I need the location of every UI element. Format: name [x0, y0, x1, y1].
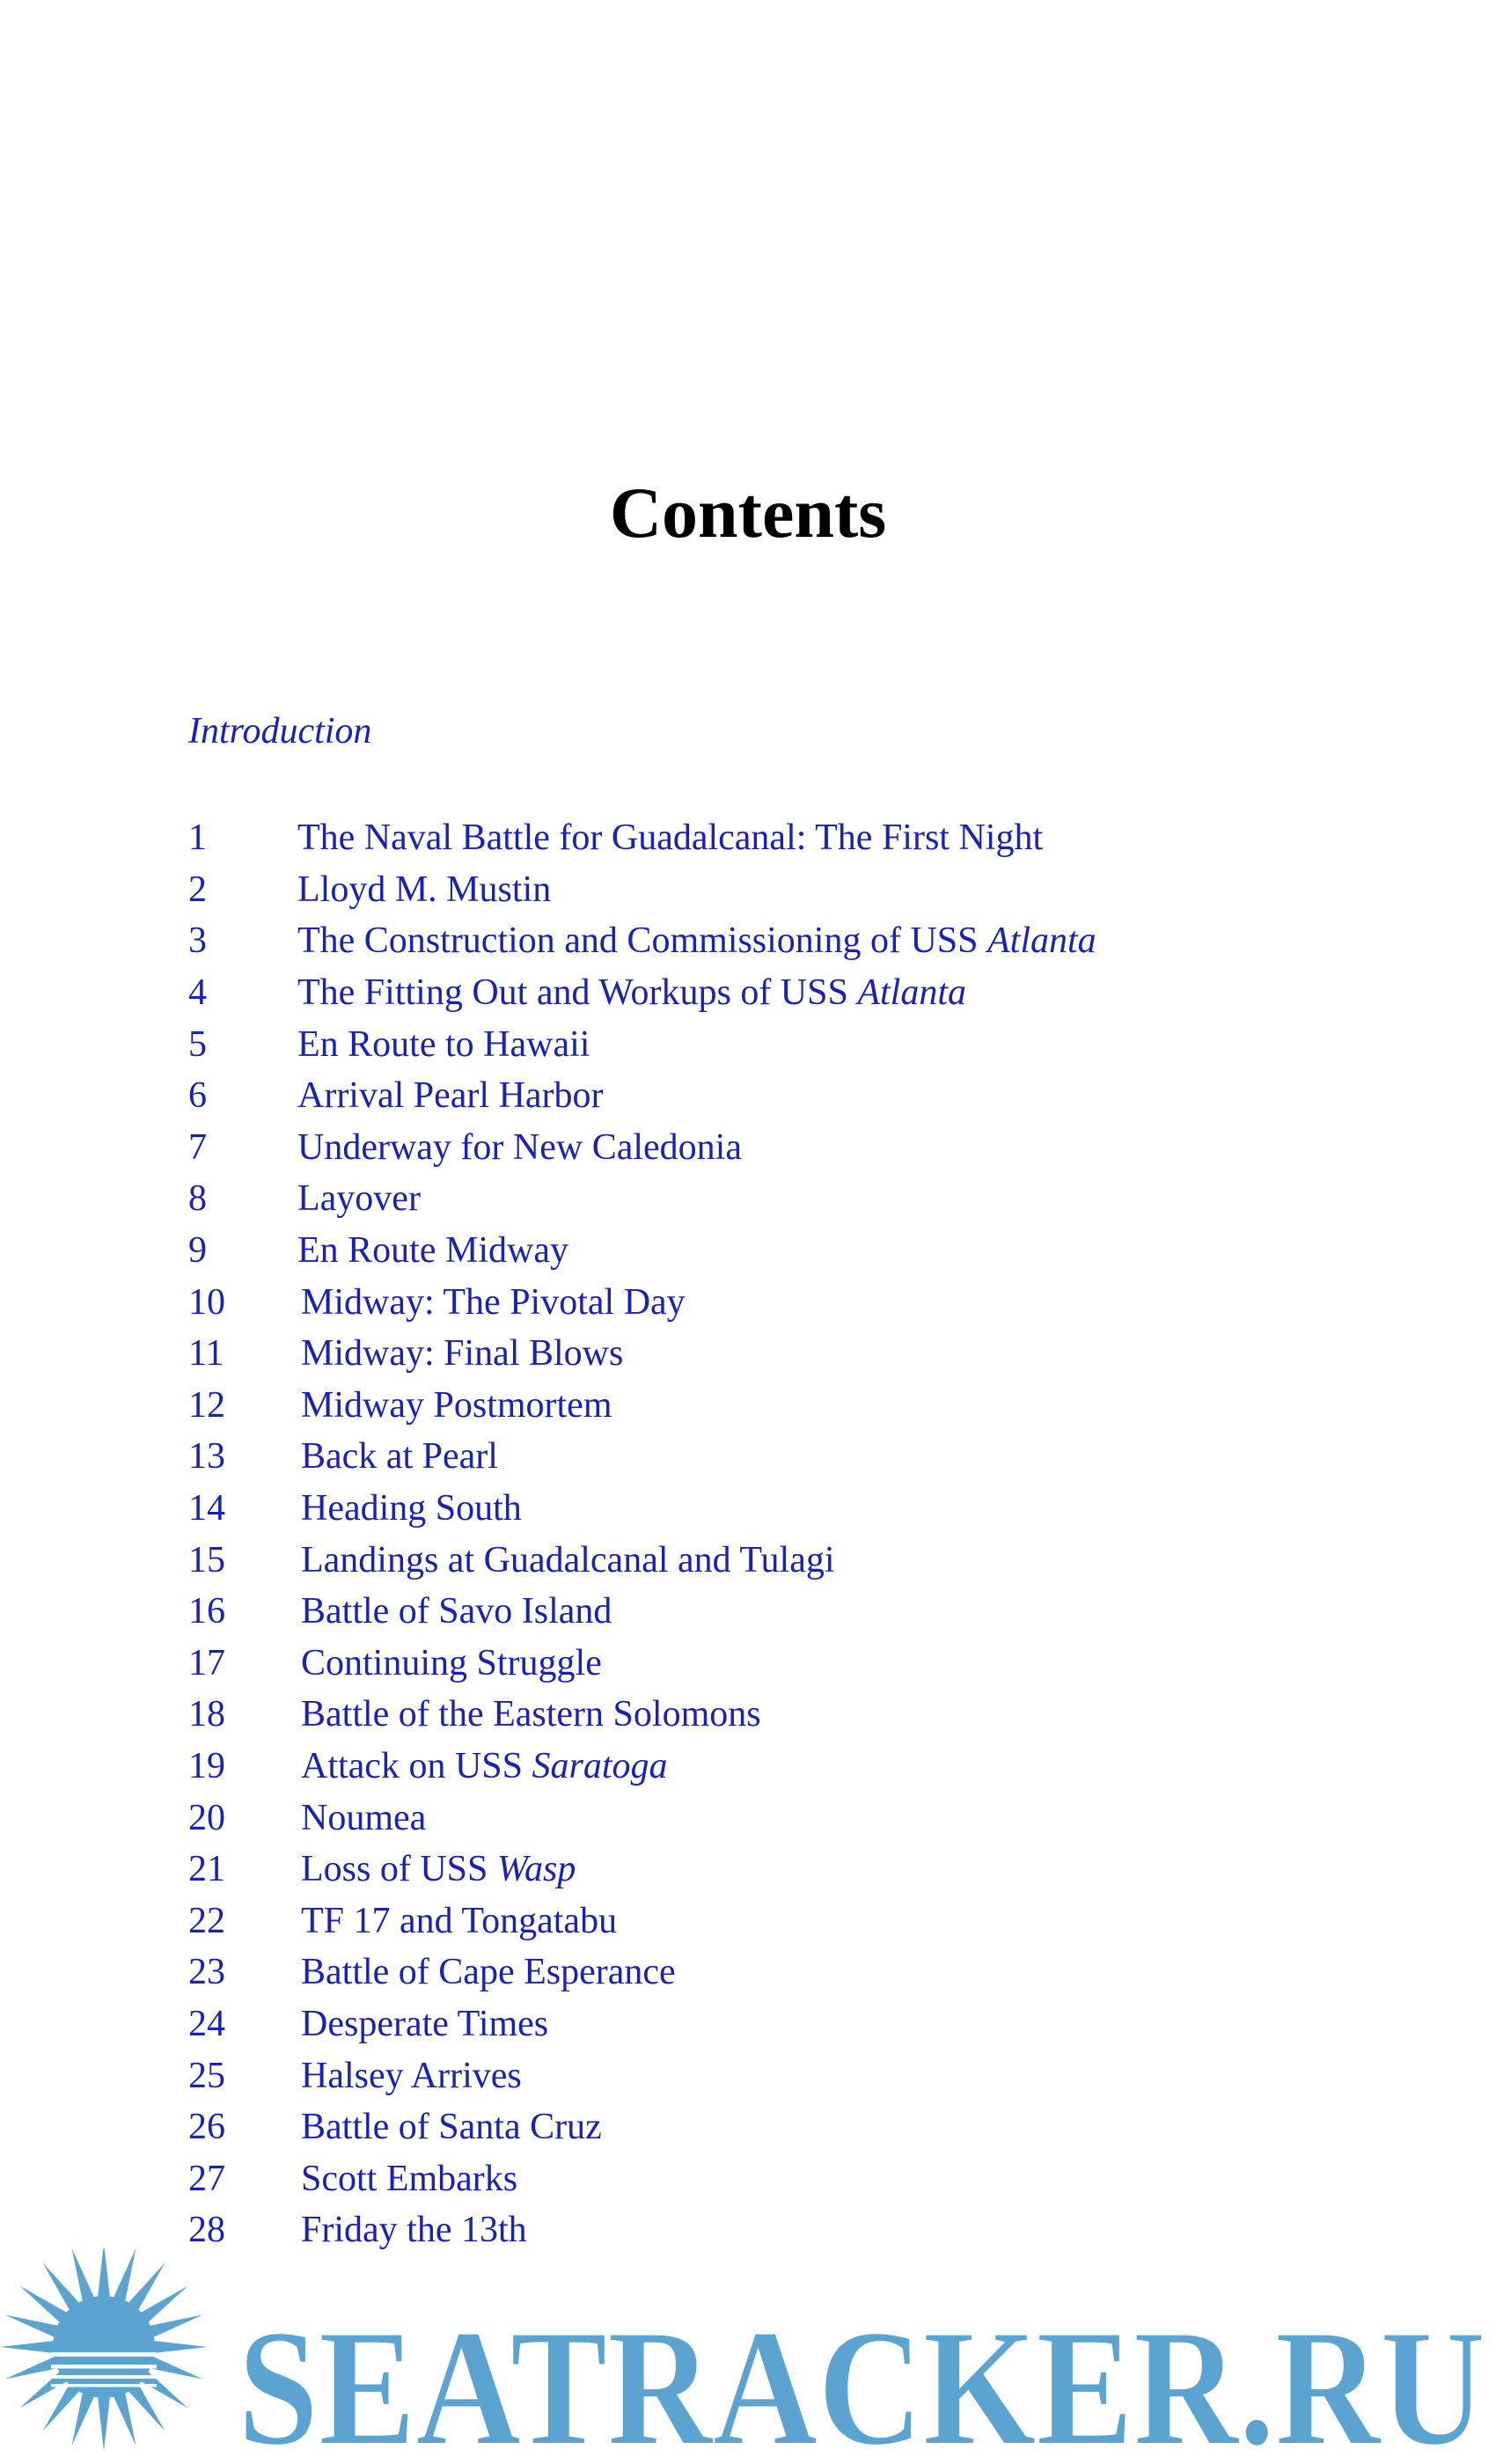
chapter-title-link[interactable] [297, 920, 1096, 962]
chapter-title-link[interactable] [301, 1384, 612, 1426]
chapter-title-text: Midway Postmortem [301, 1384, 612, 1426]
chapter-title-link[interactable] [301, 2055, 522, 2097]
chapter-title-text: TF 17 and Tongatabu [301, 1900, 618, 1941]
chapter-number: 15 [188, 1539, 225, 1580]
watermark-text: SEATRACKER.RU [238, 2296, 1485, 2464]
chapter-title-text: Battle of Santa Cruz [301, 2107, 602, 2148]
chapter-title-text: Midway: The Pivotal Day [301, 1281, 686, 1323]
toc-entry [188, 1070, 1332, 1122]
chapter-number: 28 [188, 2210, 225, 2251]
toc-entry [188, 1225, 1332, 1277]
chapter-number: 6 [188, 1075, 207, 1117]
chapter-number: 27 [188, 2158, 225, 2199]
chapter-number: 21 [188, 1849, 225, 1890]
chapter-number: 9 [188, 1230, 207, 1272]
chapter-title-text: Landings at Guadalcanal and Tulagi [301, 1539, 835, 1580]
toc-entry [188, 864, 1332, 916]
chapter-title-text: Midway: Final Blows [301, 1333, 624, 1375]
chapter-title-link[interactable] [297, 1023, 590, 1066]
chapter-number: 2 [188, 869, 207, 910]
chapter-number: 4 [188, 972, 207, 1014]
chapter-number: 5 [188, 1023, 207, 1065]
chapter-title-text: Heading South [301, 1488, 522, 1529]
chapter-title-text: Back at Pearl [301, 1436, 498, 1478]
chapter-title-text: The Construction and Commissioning of USS [297, 920, 988, 962]
ship-name: Saratoga [532, 1745, 668, 1786]
toc-entry [188, 2152, 1332, 2204]
chapter-title-link[interactable] [297, 1229, 568, 1272]
toc-entry [188, 915, 1332, 967]
chapter-title-text: En Route to Hawaii [297, 1023, 590, 1065]
chapter-title-text: Noumea [301, 1797, 427, 1838]
chapter-number: 18 [188, 1694, 225, 1735]
chapter-title-link[interactable] [301, 1487, 522, 1529]
chapter-number: 20 [188, 1797, 225, 1838]
chapter-number: 24 [188, 2003, 225, 2044]
chapter-title-link[interactable] [301, 2003, 548, 2045]
toc-entry [188, 1534, 1332, 1586]
toc-entry [188, 1018, 1332, 1070]
toc-entry [188, 1122, 1332, 1174]
toc-introduction-link[interactable]: Introduction [188, 711, 372, 752]
chapter-number: 17 [188, 1642, 225, 1683]
chapter-number: 19 [188, 1745, 225, 1786]
chapter-title-link[interactable] [301, 1745, 668, 1787]
chapter-number: 10 [188, 1281, 225, 1323]
chapter-number: 25 [188, 2055, 225, 2096]
chapter-number: 12 [188, 1384, 225, 1426]
chapter-title-link[interactable] [297, 869, 551, 911]
toc-entry [188, 2050, 1332, 2101]
chapter-title-link[interactable] [301, 1642, 602, 1684]
ship-name: Atlanta [987, 920, 1096, 962]
chapter-number: 26 [188, 2107, 225, 2148]
chapter-title-link[interactable] [297, 817, 1043, 859]
toc-entry [188, 1586, 1332, 1638]
chapter-number: 13 [188, 1436, 225, 1478]
toc-entry [188, 1792, 1332, 1844]
chapter-title-link[interactable] [301, 1590, 612, 1632]
chapter-title-link[interactable] [301, 2158, 517, 2200]
chapter-title-text: En Route Midway [297, 1230, 568, 1272]
chapter-title-link[interactable] [301, 1435, 498, 1478]
toc-entry [188, 1689, 1332, 1741]
toc-entry [188, 1431, 1332, 1483]
chapter-number: 14 [188, 1488, 225, 1529]
chapter-number: 7 [188, 1126, 207, 1168]
chapter-title-link[interactable] [301, 2106, 602, 2148]
chapter-title-text: Loss of USS [301, 1849, 497, 1890]
toc-entry [188, 1483, 1332, 1535]
toc-entry [188, 1844, 1332, 1896]
chapter-title-link[interactable] [301, 1848, 576, 1890]
toc-entry [188, 1638, 1332, 1690]
chapter-number: 22 [188, 1900, 225, 1941]
chapter-title-text: The Naval Battle for Guadalcanal: The First Night [297, 818, 1044, 859]
chapter-title-link[interactable] [297, 1177, 421, 1220]
toc-entry [188, 1276, 1332, 1328]
chapter-title-text: Continuing Struggle [301, 1642, 602, 1683]
chapter-title-text: Friday the 13th [301, 2210, 527, 2251]
toc-entry [188, 1895, 1332, 1947]
chapter-title-text: Battle of Cape Esperance [301, 1952, 676, 1993]
chapter-title-text: Layover [297, 1178, 421, 1220]
chapter-number: 1 [188, 818, 207, 859]
toc-entry [188, 1328, 1332, 1380]
chapter-number: 16 [188, 1591, 225, 1632]
chapter-title-text: Halsey Arrives [301, 2055, 522, 2096]
chapter-title-text: Battle of the Eastern Solomons [301, 1694, 761, 1735]
chapter-title-link[interactable] [301, 1900, 617, 1942]
toc-entry [188, 1741, 1332, 1793]
chapter-title-link[interactable] [301, 1281, 686, 1324]
ship-name: Wasp [496, 1849, 576, 1890]
chapter-title-text: The Fitting Out and Workups of USS [297, 972, 858, 1014]
chapter-title-link[interactable] [301, 2209, 527, 2251]
ship-name: Atlanta [857, 972, 967, 1014]
toc-entry [188, 1947, 1332, 1998]
seatracker-watermark [0, 2248, 1496, 2464]
chapter-title-link[interactable] [297, 1126, 742, 1169]
chapter-title-text: Underway for New Caledonia [297, 1126, 742, 1168]
chapter-title-text: Arrival Pearl Harbor [297, 1075, 604, 1117]
chapter-title-link[interactable] [301, 1951, 676, 1993]
chapter-title-text: Battle of Savo Island [301, 1591, 612, 1632]
chapter-number: 3 [188, 920, 207, 962]
toc-entry [188, 2101, 1332, 2153]
toc-entry [188, 1998, 1332, 2050]
chapter-title-text: Scott Embarks [301, 2158, 518, 2199]
chapter-title-link[interactable] [297, 972, 966, 1014]
chapter-title-link[interactable] [301, 1797, 426, 1839]
chapter-number: 11 [188, 1333, 224, 1375]
chapter-number: 8 [188, 1178, 207, 1220]
chapter-title-text: Lloyd M. Mustin [297, 869, 552, 910]
chapter-title-link[interactable] [301, 1539, 835, 1581]
chapter-number: 23 [188, 1952, 225, 1993]
toc-entry [188, 812, 1332, 864]
toc-entry [188, 967, 1332, 1019]
chapter-title-link[interactable] [301, 1693, 761, 1735]
sun-icon [0, 2248, 208, 2451]
chapter-title-link[interactable] [297, 1074, 604, 1117]
toc-entry [188, 1173, 1332, 1225]
table-of-contents [188, 812, 1332, 2256]
toc-entry [188, 1380, 1332, 1432]
chapter-title-text: Attack on USS [301, 1745, 532, 1786]
chapter-title-link[interactable] [301, 1332, 623, 1375]
chapter-title-text: Desperate Times [301, 2003, 549, 2044]
page-title: Contents [609, 473, 887, 553]
